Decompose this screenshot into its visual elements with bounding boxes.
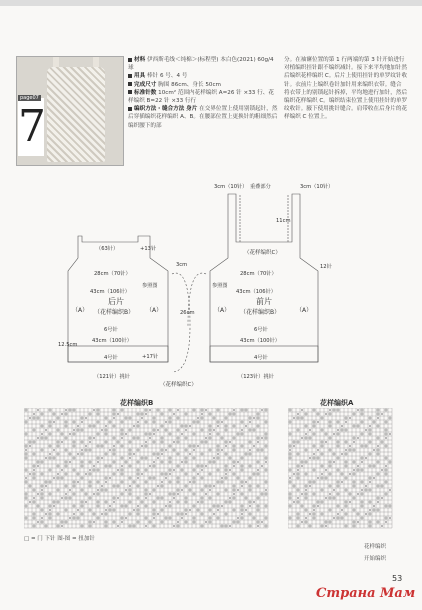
back-w1: （63针） xyxy=(96,246,119,252)
photo-garment xyxy=(47,67,105,162)
chart-a-grid xyxy=(288,408,396,530)
chart-b-grid xyxy=(24,408,270,530)
front-needle4: 4号针 xyxy=(254,355,268,361)
back-w6: 4号针 xyxy=(104,355,118,361)
back-plus17: +17针 xyxy=(142,354,159,360)
spec-method: 编织方法・缝合方法 身片 在交界位置上使用别锁起针，然后穿插编织花样编织 A、B。在腰部位置上更换针的粗细然后编织腰下的部 xyxy=(128,106,278,129)
front-ref-fig: 参照图 xyxy=(212,283,228,289)
right-instructions: 分。在袖窿位置的第 1 行两端的第 3 针开始进行对植编织挂针跟不编织减针。接下来平均地加针然后编织花样编织 C。后片上使用挂针的单罗纹针收针。衣前片上编织卷针加针用来编织衣带。缝合 将衣带上的别锁起针拆掉，平均地进行加针，然后编织花样编织 C。编织结束位置上使用挂针的单罗纹收针。腋下使用挑针缝合。肩带收在后身片的花样编织 C 位置上。 xyxy=(284,57,408,121)
back-side-a-left: （A） xyxy=(72,307,89,314)
center-connector xyxy=(172,273,190,372)
back-w5: 43cm（100针） xyxy=(92,338,132,344)
spec-tools: 用具 棒针 6 号、4 号 xyxy=(128,72,278,80)
pattern-tag: page07 xyxy=(20,95,39,101)
front-pattern: （花样编织B） xyxy=(240,309,281,316)
front-w4: 28cm（70针） xyxy=(240,271,277,277)
bottom-pattern-c: （花样编织C） xyxy=(160,382,197,388)
back-needle6: 6号针 xyxy=(104,327,118,333)
front-outline xyxy=(210,194,318,362)
center-connector-right xyxy=(188,273,206,326)
pattern-number: 7 xyxy=(18,98,44,156)
front-w6: 43cm（100针） xyxy=(240,338,280,344)
back-pattern: （花样编织B） xyxy=(94,309,135,316)
chart-legend: □ = 门 下针 图-图 = 扭加针 xyxy=(24,536,95,542)
front-w3: 3cm（10针） xyxy=(300,184,334,190)
front-dim-11cm: 11cm xyxy=(276,218,291,224)
front-w1: 3cm（10针） xyxy=(214,184,248,190)
back-plus13: +13针 xyxy=(140,246,157,252)
back-w4: 12.5cm xyxy=(58,342,78,348)
front-w7: （123针）挑针 xyxy=(238,374,274,380)
chart-a-pattern-note: 花样编织 xyxy=(364,544,387,550)
top-band xyxy=(0,0,422,6)
front-side-a-left: （A） xyxy=(214,307,231,314)
chart-b-title: 花样编织B xyxy=(120,399,154,407)
chart-a-title: 花样编织A xyxy=(320,399,354,407)
back-w2: 28cm（70针） xyxy=(94,271,131,277)
back-title: 后片 xyxy=(108,297,124,306)
front-side-a-right: （A） xyxy=(296,307,313,314)
front-needle6: 6号针 xyxy=(254,327,268,333)
center-dim-26cm: 26cm xyxy=(180,310,195,316)
front-w5: 43cm（106针） xyxy=(236,289,276,295)
back-w7: （121针）挑针 xyxy=(94,374,130,380)
page-number: 53 xyxy=(392,574,403,583)
front-title: 前片 xyxy=(256,297,272,306)
front-w2: 重叠部分 xyxy=(250,184,271,190)
back-w3: 43cm（106针） xyxy=(90,289,130,295)
construction-diagram xyxy=(0,176,422,396)
spec-gauge: 标准针数 10cm² 范围内花样编织 A=26 针 ×33 行、花样编织 B=22 针 ×33 行行 xyxy=(128,89,274,105)
back-ref-fig: 参照图 xyxy=(142,283,158,289)
site-watermark: Страна Мам xyxy=(316,586,416,601)
front-dim-12: 12针 xyxy=(320,264,332,270)
back-side-a-right: （A） xyxy=(146,307,163,314)
spec-block xyxy=(128,56,278,130)
center-dim-3cm: 3cm xyxy=(176,262,188,268)
spec-size: 完成尺寸 胸围 86cm、身长 50cm xyxy=(128,81,278,89)
spec-material: 材料 伊西斯毛线＜纯棉＞(标程型) 本白色(2021) 60g/4 球 xyxy=(128,57,274,72)
front-pattern-c: （花样编织C） xyxy=(244,250,281,256)
chart-a-start-note: 开始编织 xyxy=(364,556,387,562)
